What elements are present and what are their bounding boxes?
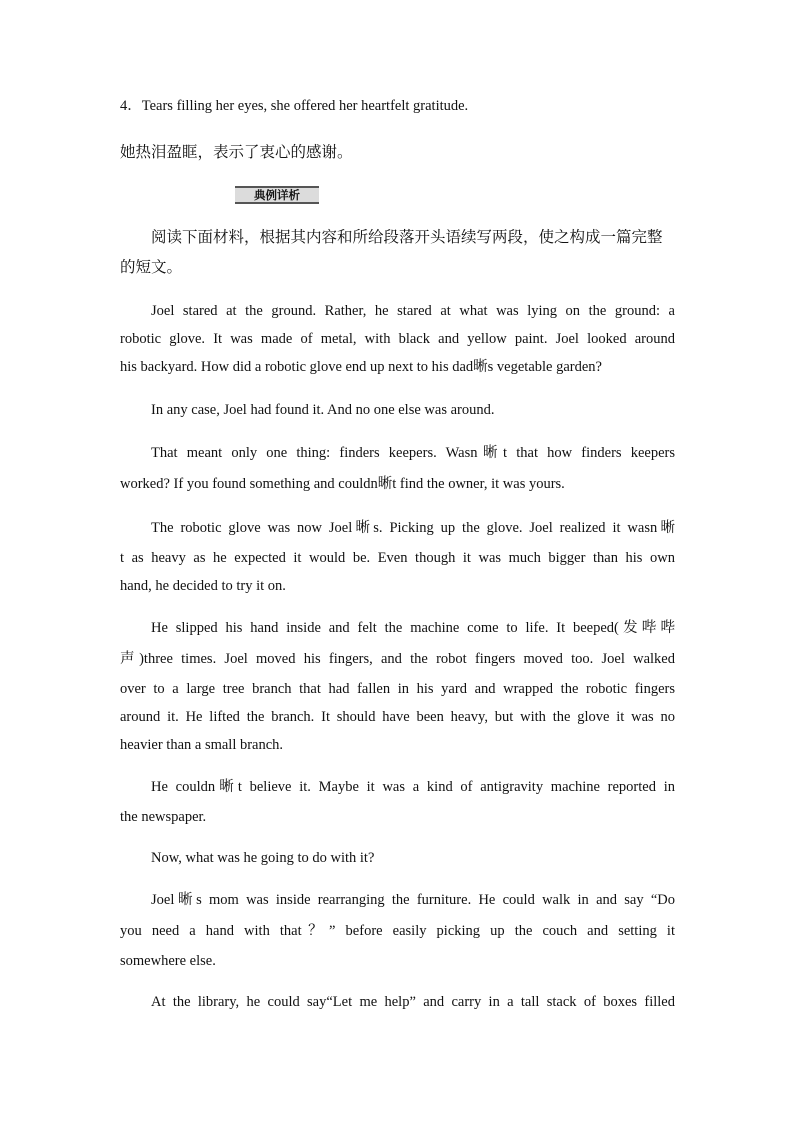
text-line: Joel stared at the ground. Rather, he stared at what was lying on the ground: a [151, 303, 675, 319]
text-line: you need a hand with that？” before easily picking up the couch and setting it [120, 923, 675, 939]
text-line: 声)three times. Joel moved his fingers, and the robot fingers moved too. Joel walked [120, 651, 675, 667]
text-line: He couldn晰t believe it. Maybe it was a kind of antigravity machine reported in [151, 779, 675, 795]
text-line: That meant only one thing: finders keepers. Wasn晰t that how finders keepers [151, 445, 675, 461]
text-line: worked? If you found something and couldn晰t find the owner, it was yours. [120, 476, 565, 492]
text-line: heavier than a small branch. [120, 737, 284, 753]
section-heading: 典例详析 [235, 186, 319, 204]
text-line: 她热泪盈眶，表示了衷心的感谢。 [120, 143, 353, 161]
text-line: the newspaper. [120, 809, 207, 825]
text-line: hand, he decided to try it on. [120, 578, 286, 594]
text-line: somewhere else. [120, 953, 216, 969]
text-line: The robotic glove was now Joel晰s. Picking up the glove. Joel realized it wasn晰 [151, 520, 675, 536]
text-line: t as heavy as he expected it would be. Even though it was much bigger than his own [120, 550, 675, 566]
text-line: Joel晰s mom was inside rearranging the furniture. He could walk in and say “Do [151, 892, 675, 908]
text-line: 阅读下面材料，根据其内容和所给段落开头语续写两段，使之构成一篇完整 [151, 228, 663, 246]
text-line: Now, what was he going to do with it? [151, 850, 375, 866]
text-line: over to a large tree branch that had fallen in his yard and wrapped the robotic fingers [120, 681, 675, 697]
text-line: 4．Tears filling her eyes, she offered her heartfelt gratitude. [120, 98, 469, 114]
text-line: He slipped his hand inside and felt the machine come to life. It beeped(发哔哔 [151, 620, 675, 636]
text-line: his backyard. How did a robotic glove end up next to his dad晰s vegetable garden? [120, 359, 602, 375]
text-line: At the library, he could say“Let me help” and carry in a tall stack of boxes filled [151, 994, 675, 1010]
text-line: In any case, Joel had found it. And no one else was around. [151, 402, 495, 418]
text-line: around it. He lifted the branch. It should have been heavy, but with the glove it was no [120, 709, 675, 725]
text-line: robotic glove. It was made of metal, with black and yellow paint. Joel looked around [120, 331, 675, 347]
text-line: 的短文。 [120, 258, 183, 276]
